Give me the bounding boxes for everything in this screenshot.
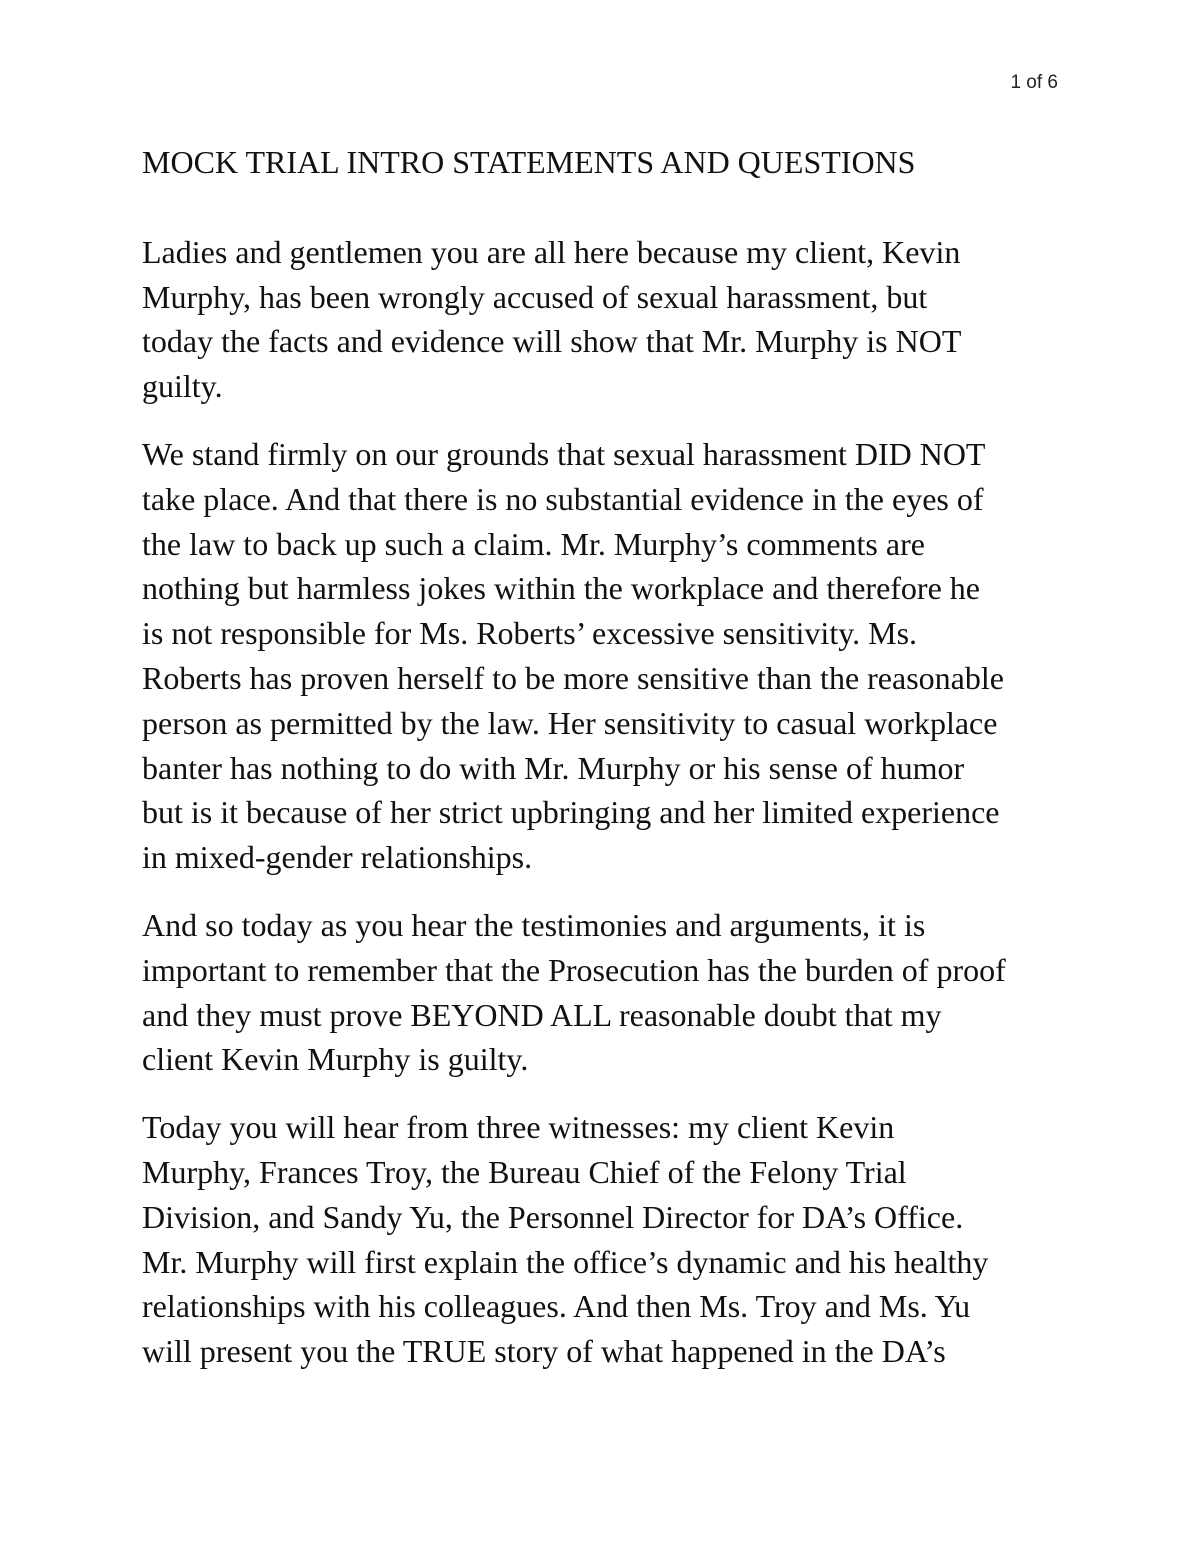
paragraph-intro xyxy=(142,230,1072,409)
text-line: Murphy, has been wrongly accused of sexual harassment, but xyxy=(142,278,928,315)
text-line: client Kevin Murphy is guilty. xyxy=(142,1041,529,1078)
text-line: Roberts has proven herself to be more sensitive than the reasonable xyxy=(142,659,1004,696)
text-line: Division, and Sandy Yu, the Personnel Director for DA’s Office. xyxy=(142,1198,964,1235)
text-line: today the facts and evidence will show that Mr. Murphy is NOT xyxy=(142,323,962,360)
text-line: guilty. xyxy=(142,368,223,405)
text-line: take place. And that there is no substantial evidence in the eyes of xyxy=(142,480,984,517)
text-line: relationships with his colleagues. And then Ms. Troy and Ms. Yu xyxy=(142,1288,971,1325)
text-line: in mixed-gender relationships. xyxy=(142,839,533,876)
text-line: will present you the TRUE story of what happened in the DA’s xyxy=(142,1333,946,1370)
text-line: nothing but harmless jokes within the workplace and therefore he xyxy=(142,570,980,607)
text-line: but is it because of her strict upbringing and her limited experience xyxy=(142,794,1000,831)
document-body xyxy=(142,140,1072,1397)
text-line: person as permitted by the law. Her sensitivity to casual workplace xyxy=(142,704,998,741)
text-line: Ladies and gentlemen you are all here because my client, Kevin xyxy=(142,233,961,270)
text-line: and they must prove BEYOND ALL reasonable doubt that my xyxy=(142,996,942,1033)
paragraph-burden-of-proof xyxy=(142,903,1072,1082)
page-number: 1 of 6 xyxy=(1010,72,1058,93)
text-line: And so today as you hear the testimonies and arguments, it is xyxy=(142,906,926,943)
text-line: is not responsible for Ms. Roberts’ excessive sensitivity. Ms. xyxy=(142,615,918,652)
text-line: We stand firmly on our grounds that sexual harassment DID NOT xyxy=(142,435,986,472)
document-title: MOCK TRIAL INTRO STATEMENTS AND QUESTIONS xyxy=(142,144,916,180)
text-line: Today you will hear from three witnesses: my client Kevin xyxy=(142,1109,895,1146)
text-line: Mr. Murphy will first explain the office’s dynamic and his healthy xyxy=(142,1243,989,1280)
paragraph-witnesses xyxy=(142,1105,1072,1374)
text-line: banter has nothing to do with Mr. Murphy or his sense of humor xyxy=(142,749,965,786)
text-line: important to remember that the Prosecution has the burden of proof xyxy=(142,951,1006,988)
text-line: Murphy, Frances Troy, the Bureau Chief of the Felony Trial xyxy=(142,1153,907,1190)
text-line: the law to back up such a claim. Mr. Murphy’s comments are xyxy=(142,525,925,562)
paragraph-argument xyxy=(142,432,1072,880)
